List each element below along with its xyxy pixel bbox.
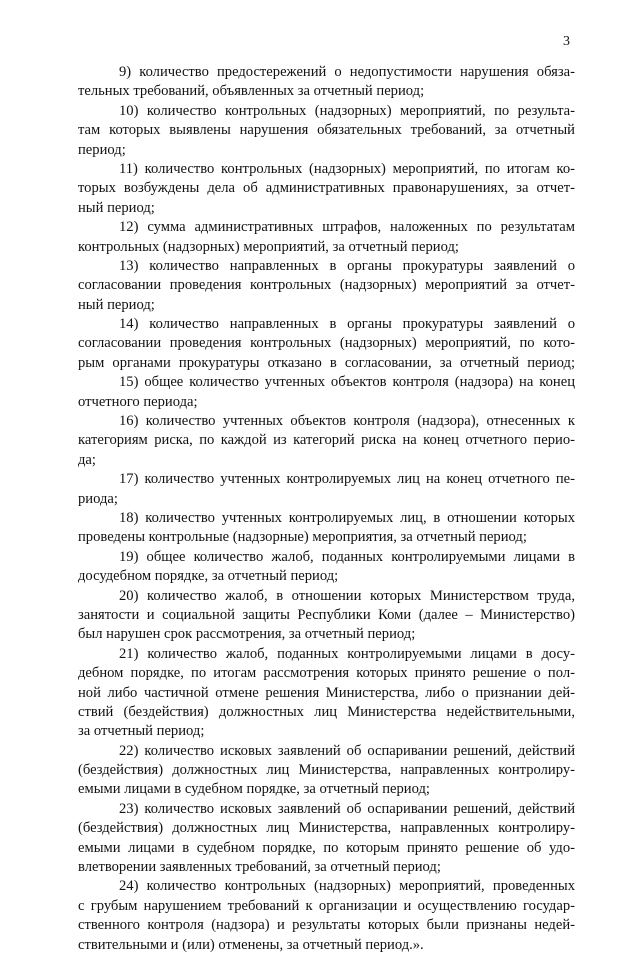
text-line: 20) количество жалоб, в отношении которых Министерством труда,	[119, 587, 575, 604]
page-number: 3	[563, 34, 570, 49]
text-line: ствий (бездействия) должностных лиц Министерства недействительными,	[78, 703, 575, 720]
text-line: риода;	[78, 490, 118, 507]
text-line: емыми лицами в судебном порядке, за отчетный период;	[78, 781, 430, 798]
text-line: контрольных (надзорных) мероприятий, за отчетный период;	[78, 238, 459, 255]
text-line: (бездействия) должностных лиц Министерства, направленных контролиру-	[78, 762, 575, 779]
text-line: за отчетный период;	[78, 723, 205, 740]
text-line: дебном порядке, по итогам рассмотрения которых принято решение о пол-	[78, 665, 575, 682]
text-line: да;	[78, 451, 96, 468]
text-line: рым органами прокуратуры отказано в согласовании, за отчетный период;	[78, 354, 575, 371]
text-line: 14) количество направленных в органы прокуратуры заявлений о	[119, 316, 575, 333]
text-line: период;	[78, 141, 126, 158]
text-line: ственного контроля (надзора) и результаты которых были признаны недей-	[78, 917, 575, 934]
text-line: с грубым нарушением требований к организации и осуществлению государ-	[78, 897, 575, 914]
text-line: влетворении заявленных требований, за отчетный период;	[78, 859, 441, 876]
text-line: 11) количество контрольных (надзорных) мероприятий, по итогам ко-	[119, 160, 575, 177]
text-line: 24) количество контрольных (надзорных) мероприятий, проведенных	[119, 878, 575, 895]
text-line: там которых выявлены нарушения обязательных требований, за отчетный	[78, 122, 575, 139]
text-line: торых возбуждены дела об административных правонарушениях, за отчет-	[78, 180, 575, 197]
text-line: досудебном порядке, за отчетный период;	[78, 568, 339, 585]
text-line: отчетного периода;	[78, 393, 198, 410]
text-line: 18) количество учтенных контролируемых лиц, в отношении которых	[119, 509, 575, 526]
text-line: (бездействия) должностных лиц Министерства, направленных контролиру-	[78, 820, 575, 837]
text-line: 19) общее количество жалоб, поданных контролируемыми лицами в	[119, 548, 575, 565]
text-line: 22) количество исковых заявлений об оспаривании решений, действий	[119, 742, 575, 759]
text-line: 12) сумма административных штрафов, наложенных по результатам	[119, 219, 575, 236]
text-line: 10) количество контрольных (надзорных) мероприятий, по результа-	[119, 102, 575, 119]
text-line: 17) количество учтенных контролируемых лиц на конец отчетного пе-	[119, 471, 575, 488]
text-line: ной либо частичной отмене решения Министерства, либо о признании дей-	[78, 684, 575, 701]
text-line: 9) количество предостережений о недопустимости нарушения обяза-	[119, 64, 575, 80]
document-body	[78, 63, 575, 955]
text-line: занятости и социальной защиты Республики Коми (далее – Министерство)	[78, 606, 575, 623]
text-line: проведены контрольные (надзорные) мероприятия, за отчетный период;	[78, 529, 527, 546]
text-line: ствительными и (или) отменены, за отчетный период.».	[78, 936, 424, 953]
text-line: ный период;	[78, 296, 155, 313]
text-line: согласовании проведения контрольных (надзорных) мероприятий, по кото-	[78, 335, 575, 352]
text-line: 21) количество жалоб, поданных контролируемыми лицами в досу-	[119, 645, 575, 662]
text-line: согласовании проведения контрольных (надзорных) мероприятий за отчет-	[78, 277, 575, 294]
text-line: 16) количество учтенных объектов контроля (надзора), отнесенных к	[119, 413, 575, 430]
text-line: категориям риска, по каждой из категорий риска на конец отчетного перио-	[78, 432, 575, 449]
text-line: емыми лицами в судебном порядке, по которым принято решение об удо-	[78, 839, 575, 856]
text-line: 15) общее количество учтенных объектов контроля (надзора) на конец	[119, 374, 575, 391]
text-line: тельных требований, объявленных за отчетный период;	[78, 83, 425, 100]
text-line: был нарушен срок рассмотрения, за отчетный период;	[78, 626, 416, 643]
text-line: 13) количество направленных в органы прокуратуры заявлений о	[119, 257, 575, 274]
text-line: 23) количество исковых заявлений об оспаривании решений, действий	[119, 800, 575, 817]
text-line: ный период;	[78, 199, 155, 216]
